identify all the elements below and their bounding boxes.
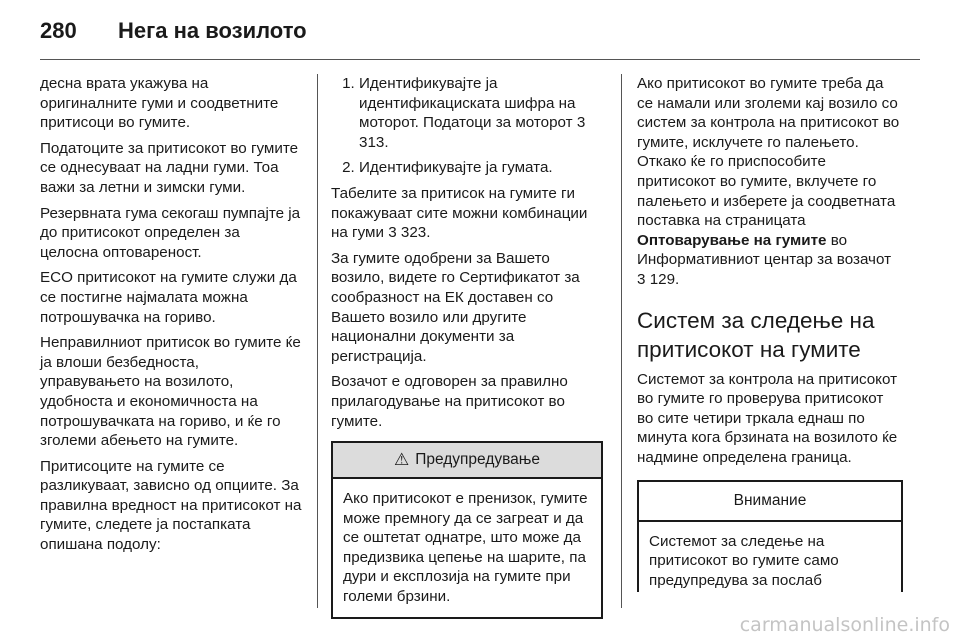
paragraph: Податоците за притисокот во гумите се однесуваат на ладни гуми. Тоа важи за летни и зимски гуми. bbox=[40, 139, 299, 196]
list-item bbox=[359, 74, 603, 152]
menu-path-bold: Оптоварување на гумите bbox=[637, 231, 827, 249]
paragraph bbox=[637, 74, 903, 290]
paragraph: За гумите одобрени за Вашето возило, видете го Сертификатот за сообразност на ЕК доставен со Вашето возило или другите национални документи за регистрација. bbox=[331, 249, 580, 365]
warning-box-header bbox=[333, 443, 601, 479]
paragraph: Притисоците на гумите се разликуваат, зависно од опциите. За правилна вредност на притисокот на гумите, следете ја постапката опишана подолу: bbox=[40, 457, 302, 554]
warning-body: Ако притисокот е пренизок, гумите може премногу да се загреат и да се оштетат однатре, што може да предизвика цепење на шарите, па дури и експлозија на гумите при големи брзини. bbox=[343, 490, 588, 606]
notice-box bbox=[637, 480, 903, 593]
notice-body: Системот за следење на притисокот во гумите само предупредува за послаб bbox=[649, 532, 839, 589]
paragraph bbox=[331, 184, 603, 243]
page-ref-link[interactable]: 313. bbox=[359, 133, 389, 151]
column-middle bbox=[331, 74, 603, 619]
paragraph-text: Табелите за притисок на гумите ги покажуваат сите можни комбинации на гуми bbox=[331, 184, 588, 242]
list-item-text: Идентификувајте ја идентификациската шифра на моторот. Податоци за моторот bbox=[359, 75, 576, 132]
page-ref-icon: 3 bbox=[388, 224, 397, 242]
paragraph: десна врата укажува на оригиналните гуми и соодветните притисоци во гумите. bbox=[40, 75, 279, 132]
paragraph-text: во Информативниот центар за возачот bbox=[637, 231, 892, 269]
page-ref-link[interactable]: 323. bbox=[400, 224, 431, 242]
steps-list bbox=[331, 74, 603, 178]
column-divider-right bbox=[621, 74, 622, 608]
warning-box bbox=[331, 441, 603, 619]
paragraph: Возачот е одговорен за правилно прилагодување на притисокот во гумите. bbox=[331, 373, 568, 430]
page-number: 280 bbox=[40, 18, 77, 43]
paragraph-text: Ако притисокот во гумите треба да се намали или зголеми кај возило со систем за контрола на притисокот во гумите, исклучете го палењето. Откако ќе го приспособите притисокот во гумите, вклучете го палењето и изберете ја соодветната поставка на страницата bbox=[637, 75, 900, 230]
section-heading: Систем за следење на притисокот на гумите bbox=[637, 307, 875, 362]
list-item: 2. Идентификувајте ја гумата. bbox=[359, 158, 603, 178]
paragraph: Неправилниот притисок во гумите ќе ја влоши безбедноста, управувањето на возилото, удобноста и економичноста на потрошувачката на гориво, и ќе го зголеми абењето на гумите. bbox=[40, 334, 301, 450]
column-left bbox=[40, 74, 302, 561]
watermark: carmanualsonline.info bbox=[739, 614, 950, 636]
notice-title: Внимание bbox=[639, 482, 901, 522]
paragraph: Резервната гума секогаш пумпајте ја до притисокот определен за целосна оптовареност. bbox=[40, 204, 301, 261]
page-ref-icon: 3 bbox=[637, 270, 646, 288]
column-divider-left bbox=[317, 74, 318, 608]
page-ref-link[interactable]: 129. bbox=[649, 270, 680, 288]
column-right bbox=[637, 74, 903, 592]
page-title: Нега на возилото bbox=[118, 18, 307, 43]
header-rule bbox=[40, 59, 920, 60]
warning-title: Предупредување bbox=[415, 451, 541, 469]
paragraph: Системот за контрола на притисокот во гумите го проверува притисокот во сите четири тркала еднаш по минута кога брзината на возилото ќе надмине определена граница. bbox=[637, 370, 898, 466]
warning-triangle-icon: ⚠ bbox=[393, 450, 410, 470]
page-ref-icon: 3 bbox=[576, 114, 586, 132]
paragraph: ECO притисокот на гумите служи да се постигне најмалата можна потрошувачка на гориво. bbox=[40, 269, 297, 326]
